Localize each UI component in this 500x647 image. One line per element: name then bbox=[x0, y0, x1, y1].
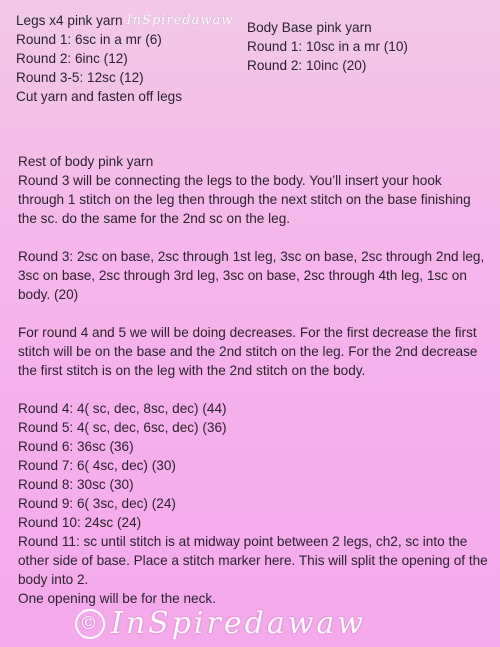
round11-instructions: Round 11: sc until stitch is at midway point between 2 legs, ch2, sc into the other side of base. Place a stitch marker here. This will split the opening of the body into 2. bbox=[18, 534, 488, 587]
round3-intro: Round 3 will be connecting the legs to the body. You’ll insert your hook through 1 stitch on the leg then through the next stitch on the base finishing the sc. do the same for the 2nd sc on the leg. bbox=[18, 173, 471, 226]
round3-instructions: Round 3: 2sc on base, 2sc through 1st leg, 3sc on base, 2sc through 2nd leg, 3sc on base, 2sc through 3rd leg, 3sc on base, 2sc through 4th leg, 1sc on body. (20) bbox=[18, 249, 485, 302]
round-line: Round 8: 30sc (30) bbox=[18, 477, 134, 492]
legs-title: Legs x4 pink yarn bbox=[16, 13, 123, 28]
rest-of-body-section bbox=[18, 152, 488, 608]
round-line: Round 10: 24sc (24) bbox=[18, 515, 142, 530]
round-line: Round 7: 6( 4sc, dec) (30) bbox=[18, 458, 176, 473]
spacer bbox=[18, 380, 488, 399]
watermark-large-text: InSpiredawaw bbox=[111, 606, 366, 641]
round-line: Round 4: 4( sc, dec, 8sc, dec) (44) bbox=[18, 401, 227, 416]
decrease-note: For round 4 and 5 we will be doing decreases. For the first decrease the first stitch will be on the base and the 2nd stitch on the leg. For the 2nd decrease the first stitch is on the leg with the 2nd stitch on the body. bbox=[18, 325, 478, 378]
body-title: Rest of body pink yarn bbox=[18, 154, 154, 169]
base-line: Round 2: 10inc (20) bbox=[247, 58, 367, 73]
legs-line: Cut yarn and fasten off legs bbox=[16, 89, 182, 104]
round-line: Round 6: 36sc (36) bbox=[18, 439, 134, 454]
spacer bbox=[18, 228, 488, 247]
spacer bbox=[18, 304, 488, 323]
closing-line: One opening will be for the neck. bbox=[18, 591, 216, 606]
legs-line: Round 1: 6sc in a mr (6) bbox=[16, 32, 162, 47]
round-line: Round 9: 6( 3sc, dec) (24) bbox=[18, 496, 176, 511]
legs-section bbox=[16, 11, 246, 106]
watermark-small: InSpiredawaw bbox=[126, 13, 234, 28]
legs-title-line bbox=[16, 11, 246, 30]
round-line: Round 5: 4( sc, dec, 6sc, dec) (36) bbox=[18, 420, 227, 435]
body-base-section bbox=[247, 18, 487, 75]
legs-line: Round 2: 6inc (12) bbox=[16, 51, 128, 66]
watermark-large bbox=[75, 606, 366, 641]
copyright-icon: © bbox=[75, 609, 105, 639]
legs-line: Round 3-5: 12sc (12) bbox=[16, 70, 144, 85]
base-title: Body Base pink yarn bbox=[247, 20, 372, 35]
base-line: Round 1: 10sc in a mr (10) bbox=[247, 39, 408, 54]
